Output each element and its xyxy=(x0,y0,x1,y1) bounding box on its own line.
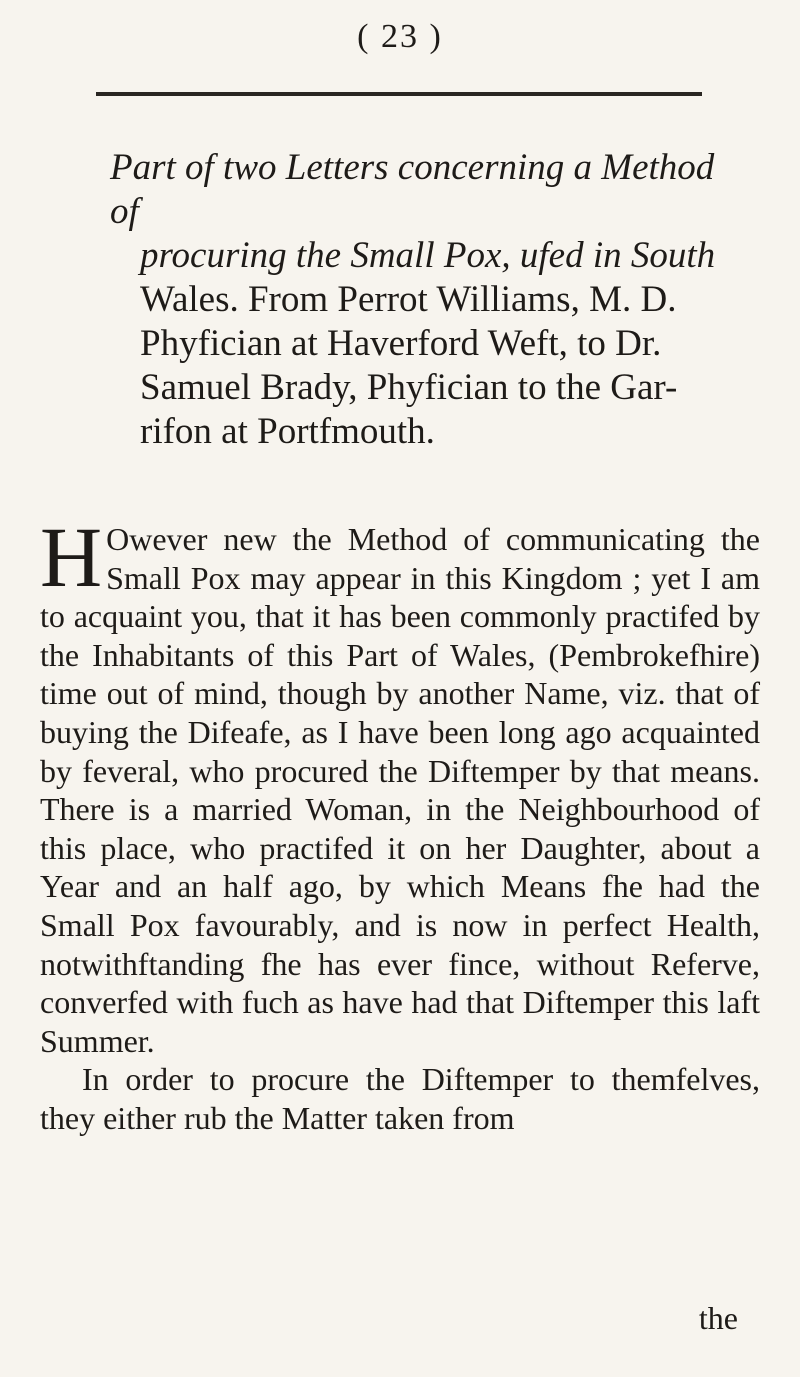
paragraph-1 xyxy=(40,509,760,1060)
catchword: the xyxy=(698,1300,738,1336)
title-line-3: Wales. From Perrot Williams, M. D. xyxy=(140,279,677,320)
title-line-4: Phyfician at Haverford Weft, to Dr. xyxy=(140,323,662,364)
drop-cap: H xyxy=(40,509,103,605)
paragraph-2: In order to procure the Diftemper to themfelves, they either rub the Matter taken from xyxy=(40,1061,760,1136)
body-text xyxy=(40,509,760,1138)
paragraph-1-text: Owever new the Method of communicating the Small Pox may appear in this Kingdom ; yet I am to acquaint you, that it has been commonly practifed by the Inhabitants of this Part of Wales, (Pembrokefhire) time out of mind, though by another Name, viz. that of buying the Difeafe, as I have been long ago acquainted by feveral, who procured the Diftemper by that means. There is a married Woman, in the Neighbourhood of this place, who practifed it on her Daughter, about a Year and an half ago, by which Means fhe had the Small Pox favourably, and is now in perfect Health, notwithftanding fhe has ever fince, without Referve, converfed with fuch as have had that Diftemper this laft Summer. xyxy=(40,521,760,1059)
header-rule xyxy=(96,92,702,96)
title-line-2: procuring the Small Pox, ufed in South xyxy=(140,235,716,276)
title-line-6: rifon at Portfmouth. xyxy=(140,411,435,452)
title-line-1: Part of two Letters concerning a Method of xyxy=(110,147,715,232)
article-title xyxy=(110,146,740,454)
title-line-5: Samuel Brady, Phyfician to the Gar- xyxy=(140,367,678,408)
page-number: ( 23 ) xyxy=(357,18,443,55)
